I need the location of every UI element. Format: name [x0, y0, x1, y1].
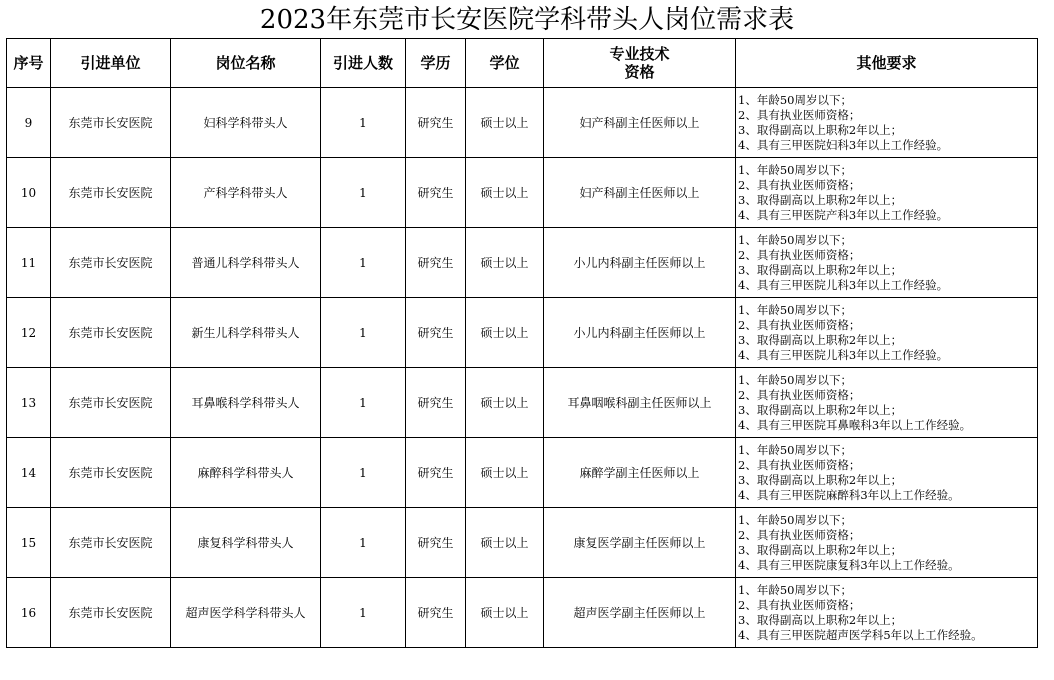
cell-degree: 硕士以上: [466, 508, 544, 578]
requirement-line: 3、取得副高以上职称2年以上；: [738, 402, 903, 417]
requirement-line: 1、年龄50周岁以下；: [738, 582, 852, 597]
cell-qualification: 小儿内科副主任医师以上: [544, 298, 736, 368]
cell-no: 16: [7, 578, 51, 648]
header-qualification-line: 资格: [624, 63, 655, 81]
cell-degree: 硕士以上: [466, 158, 544, 228]
requirement-line: 2、具有执业医师资格；: [738, 527, 861, 542]
table-body: [7, 88, 1038, 648]
requirement-line: 1、年龄50周岁以下；: [738, 442, 852, 457]
cell-education: 研究生: [406, 368, 466, 438]
cell-unit: 东莞市长安医院: [51, 158, 171, 228]
requirement-line: 4、具有三甲医院超声医学科5年以上工作经验。: [738, 627, 983, 642]
requirement-line: 1、年龄50周岁以下；: [738, 372, 852, 387]
header-requirements: 其他要求: [736, 39, 1038, 88]
table-row: [7, 578, 1038, 648]
cell-education: 研究生: [406, 438, 466, 508]
cell-count: 1: [321, 578, 406, 648]
cell-no: 10: [7, 158, 51, 228]
cell-count: 1: [321, 508, 406, 578]
requirement-line: 3、取得副高以上职称2年以上；: [738, 262, 903, 277]
cell-requirements: [736, 298, 1038, 368]
requirement-line: 3、取得副高以上职称2年以上；: [738, 612, 903, 627]
requirement-line: 3、取得副高以上职称2年以上；: [738, 192, 903, 207]
requirement-line: 3、取得副高以上职称2年以上；: [738, 542, 903, 557]
cell-post: 麻醉科学科带头人: [171, 438, 321, 508]
cell-count: 1: [321, 298, 406, 368]
header-count: 引进人数: [321, 39, 406, 88]
cell-requirements: [736, 368, 1038, 438]
cell-requirements: [736, 158, 1038, 228]
requirement-line: 1、年龄50周岁以下；: [738, 162, 852, 177]
requirement-line: 4、具有三甲医院妇科3年以上工作经验。: [738, 137, 949, 152]
requirement-line: 4、具有三甲医院儿科3年以上工作经验。: [738, 347, 949, 362]
requirement-line: 3、取得副高以上职称2年以上；: [738, 332, 903, 347]
table-row: [7, 438, 1038, 508]
requirement-line: 2、具有执业医师资格；: [738, 317, 861, 332]
cell-post: 耳鼻喉科学科带头人: [171, 368, 321, 438]
requirement-line: 2、具有执业医师资格；: [738, 177, 861, 192]
table-row: [7, 88, 1038, 158]
header-qualification: [544, 39, 736, 88]
cell-unit: 东莞市长安医院: [51, 508, 171, 578]
requirement-line: 2、具有执业医师资格；: [738, 457, 861, 472]
cell-requirements: [736, 578, 1038, 648]
cell-degree: 硕士以上: [466, 88, 544, 158]
requirement-line: 3、取得副高以上职称2年以上；: [738, 122, 903, 137]
cell-education: 研究生: [406, 88, 466, 158]
requirement-line: 4、具有三甲医院耳鼻喉科3年以上工作经验。: [738, 417, 972, 432]
cell-qualification: 妇产科副主任医师以上: [544, 158, 736, 228]
cell-requirements: [736, 508, 1038, 578]
cell-unit: 东莞市长安医院: [51, 438, 171, 508]
cell-degree: 硕士以上: [466, 438, 544, 508]
cell-count: 1: [321, 438, 406, 508]
table-row: [7, 368, 1038, 438]
cell-no: 12: [7, 298, 51, 368]
cell-count: 1: [321, 158, 406, 228]
cell-no: 13: [7, 368, 51, 438]
table-row: [7, 508, 1038, 578]
cell-qualification: 耳鼻咽喉科副主任医师以上: [544, 368, 736, 438]
cell-post: 普通儿科学科带头人: [171, 228, 321, 298]
cell-no: 14: [7, 438, 51, 508]
cell-no: 11: [7, 228, 51, 298]
cell-degree: 硕士以上: [466, 298, 544, 368]
cell-unit: 东莞市长安医院: [51, 368, 171, 438]
requirement-line: 1、年龄50周岁以下；: [738, 512, 852, 527]
cell-post: 产科学科带头人: [171, 158, 321, 228]
cell-degree: 硕士以上: [466, 228, 544, 298]
cell-post: 康复科学科带头人: [171, 508, 321, 578]
requirements-table: [6, 38, 1038, 648]
cell-education: 研究生: [406, 158, 466, 228]
requirement-line: 1、年龄50周岁以下；: [738, 232, 852, 247]
cell-unit: 东莞市长安医院: [51, 88, 171, 158]
cell-qualification: 康复医学副主任医师以上: [544, 508, 736, 578]
requirement-line: 4、具有三甲医院麻醉科3年以上工作经验。: [738, 487, 960, 502]
cell-unit: 东莞市长安医院: [51, 228, 171, 298]
requirement-line: 4、具有三甲医院儿科3年以上工作经验。: [738, 277, 949, 292]
header-unit: 引进单位: [51, 39, 171, 88]
cell-count: 1: [321, 228, 406, 298]
header-qualification-line: 专业技术: [609, 45, 670, 63]
header-post: 岗位名称: [171, 39, 321, 88]
table-row: [7, 158, 1038, 228]
requirement-line: 4、具有三甲医院康复科3年以上工作经验。: [738, 557, 960, 572]
cell-qualification: 超声医学副主任医师以上: [544, 578, 736, 648]
header-education: 学历: [406, 39, 466, 88]
requirement-line: 4、具有三甲医院产科3年以上工作经验。: [738, 207, 949, 222]
cell-education: 研究生: [406, 298, 466, 368]
cell-no: 15: [7, 508, 51, 578]
requirement-line: 3、取得副高以上职称2年以上；: [738, 472, 903, 487]
table-row: [7, 298, 1038, 368]
requirement-line: 2、具有执业医师资格；: [738, 387, 861, 402]
cell-requirements: [736, 88, 1038, 158]
cell-count: 1: [321, 368, 406, 438]
cell-no: 9: [7, 88, 51, 158]
cell-qualification: 妇产科副主任医师以上: [544, 88, 736, 158]
cell-unit: 东莞市长安医院: [51, 298, 171, 368]
table-row: [7, 228, 1038, 298]
requirement-line: 2、具有执业医师资格；: [738, 247, 861, 262]
cell-requirements: [736, 438, 1038, 508]
requirement-line: 1、年龄50周岁以下；: [738, 302, 852, 317]
requirement-line: 1、年龄50周岁以下；: [738, 92, 852, 107]
cell-requirements: [736, 228, 1038, 298]
cell-count: 1: [321, 88, 406, 158]
table-header-row: [7, 39, 1038, 88]
cell-unit: 东莞市长安医院: [51, 578, 171, 648]
cell-education: 研究生: [406, 228, 466, 298]
cell-qualification: 麻醉学副主任医师以上: [544, 438, 736, 508]
cell-degree: 硕士以上: [466, 578, 544, 648]
cell-post: 超声医学科学科带头人: [171, 578, 321, 648]
requirement-line: 2、具有执业医师资格；: [738, 107, 861, 122]
cell-post: 妇科学科带头人: [171, 88, 321, 158]
header-no: 序号: [7, 39, 51, 88]
page-title: 2023年东莞市长安医院学科带头人岗位需求表: [259, 5, 795, 35]
requirement-line: 2、具有执业医师资格；: [738, 597, 861, 612]
header-degree: 学位: [466, 39, 544, 88]
cell-education: 研究生: [406, 508, 466, 578]
cell-qualification: 小儿内科副主任医师以上: [544, 228, 736, 298]
cell-post: 新生儿科学科带头人: [171, 298, 321, 368]
cell-education: 研究生: [406, 578, 466, 648]
cell-degree: 硕士以上: [466, 368, 544, 438]
